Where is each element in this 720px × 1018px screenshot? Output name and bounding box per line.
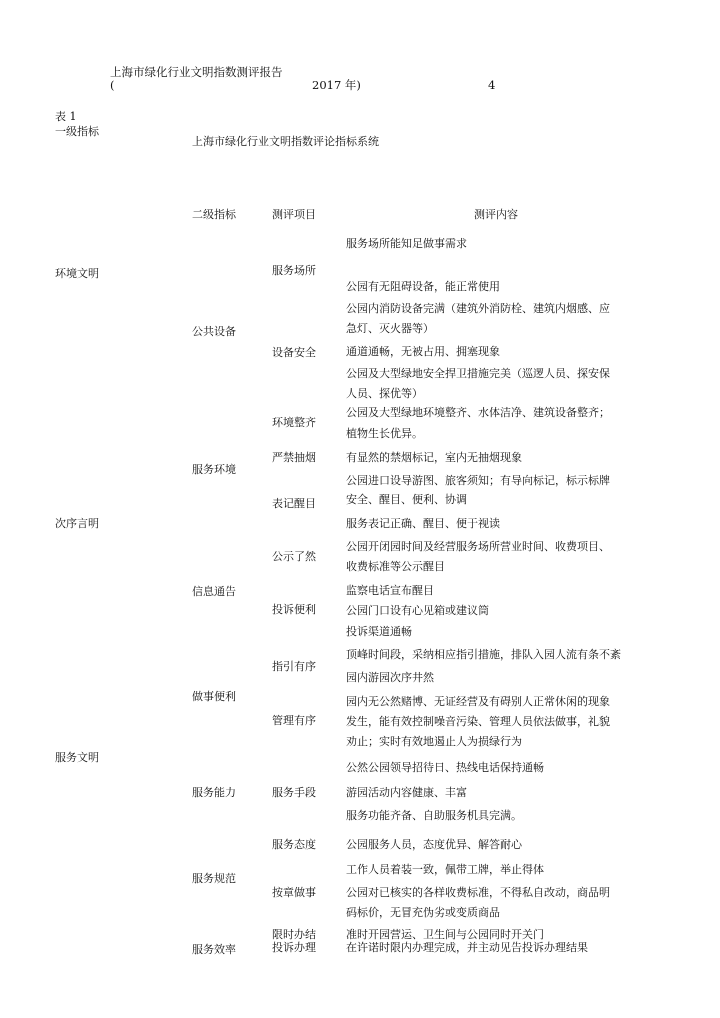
content-line: 公园服务人员，态度优异、解答耐心 xyxy=(346,838,522,851)
level1-item: 次序言明 xyxy=(55,517,99,530)
content-line: 公园内消防设备完满（建筑外消防栓、建筑内烟感、应 xyxy=(346,302,610,315)
content-line: 服务功能齐备、自助服务机具完满。 xyxy=(346,809,522,822)
report-paren-open: ( xyxy=(110,78,115,92)
table-caption: 上海市绿化行业文明指数评论指标系统 xyxy=(192,135,379,148)
content-line: 安全、醒目、便利、协调 xyxy=(346,493,467,506)
content-line: 工作人员着装一致，佩带工牌，举止得体 xyxy=(346,863,544,876)
content-line: 投诉渠道通畅 xyxy=(346,625,412,638)
report-title: 上海市绿化行业文明指数测评报告 xyxy=(110,65,283,79)
content-line: 公园门口设有心见箱或建议筒 xyxy=(346,604,489,617)
content-line: 码标价，无冒充伪劣或变质商品 xyxy=(346,906,500,919)
level2-item: 服务规范 xyxy=(192,872,236,885)
item: 投诉办理 xyxy=(272,941,316,954)
col-content-header: 测评内容 xyxy=(474,208,518,221)
content-line: 公园进口设导游图、旅客须知；有导向标记，标示标牌 xyxy=(346,474,610,487)
item: 设备安全 xyxy=(272,346,316,359)
content-line: 游园活动内容健康、丰富 xyxy=(346,786,467,799)
content-line: 准时开园营运、卫生间与公园同时开关门 xyxy=(346,928,544,941)
content-line: 公然公园领导招待日、热线电话保持通畅 xyxy=(346,761,544,774)
level1-item: 服务文明 xyxy=(55,751,99,764)
item: 按章做事 xyxy=(272,886,316,899)
item: 表记醒目 xyxy=(272,497,316,510)
content-line: 发生，能有效控制噪音污染、管理人员依法做事，礼貌 xyxy=(346,715,610,728)
content-line: 公园开闭园时间及经营服务场所营业时间、收费项目、 xyxy=(346,540,610,553)
content-line: 监察电话宣布醒目 xyxy=(346,584,434,597)
table-label: 表 1 xyxy=(55,110,77,123)
col-level2-header: 二级指标 xyxy=(192,208,236,221)
content-line: 公园对已核实的各样收费标准，不得私自改动，商品明 xyxy=(346,886,610,899)
page-number: 4 xyxy=(488,78,496,92)
content-line: 在许诺时限内办理完成，并主动见告投诉办理结果 xyxy=(346,941,588,954)
item: 服务场所 xyxy=(272,264,316,277)
col-level1-header: 一级指标 xyxy=(55,125,99,138)
col-item-header: 测评项目 xyxy=(272,208,316,221)
content-line: 服务场所能知足做事需求 xyxy=(346,237,467,250)
content-line: 植物生长优异。 xyxy=(346,427,423,440)
content-line: 公园有无阻碍设备，能正常使用 xyxy=(346,280,500,293)
level2-item: 服务能力 xyxy=(192,786,236,799)
item: 服务手段 xyxy=(272,786,316,799)
content-line: 园内游园次序井然 xyxy=(346,671,434,684)
content-line: 有显然的禁烟标记，室内无抽烟现象 xyxy=(346,451,522,464)
item: 指引有序 xyxy=(272,660,316,673)
item: 限时办结 xyxy=(272,928,316,941)
level2-item: 做事便利 xyxy=(192,690,236,703)
content-line: 公园及大型绿地安全捍卫措施完美（巡逻人员、探安保 xyxy=(346,367,610,380)
content-line: 收费标准等公示醒目 xyxy=(346,560,445,573)
content-line: 急灯、灭火器等） xyxy=(346,322,434,335)
item: 服务态度 xyxy=(272,838,316,851)
level1-item: 环境文明 xyxy=(55,267,99,280)
content-line: 服务表记正确、醒目、便于视读 xyxy=(346,517,500,530)
item: 严禁抽烟 xyxy=(272,451,316,464)
item: 管理有序 xyxy=(272,714,316,727)
content-line: 人员、探优等） xyxy=(346,387,423,400)
level2-item: 服务环境 xyxy=(192,463,236,476)
level2-item: 服务效率 xyxy=(192,943,236,956)
report-year: 2017 年) xyxy=(312,78,361,92)
content-line: 公园及大型绿地环境整齐、水体洁净、建筑设备整齐； xyxy=(346,406,610,419)
level2-item: 公共设备 xyxy=(192,325,236,338)
level2-item: 信息通告 xyxy=(192,585,236,598)
item: 投诉便利 xyxy=(272,603,316,616)
content-line: 劝止；实时有效地遏止人为损绿行为 xyxy=(346,735,522,748)
item: 公示了然 xyxy=(272,550,316,563)
content-line: 顶峰时间段，采纳相应指引措施，排队入园人流有条不紊 xyxy=(346,648,621,661)
item: 环境整齐 xyxy=(272,416,316,429)
content-line: 园内无公然赌博、无证经营及有碍别人正常休闲的现象 xyxy=(346,695,610,708)
content-line: 通道通畅，无被占用、拥塞现象 xyxy=(346,345,500,358)
